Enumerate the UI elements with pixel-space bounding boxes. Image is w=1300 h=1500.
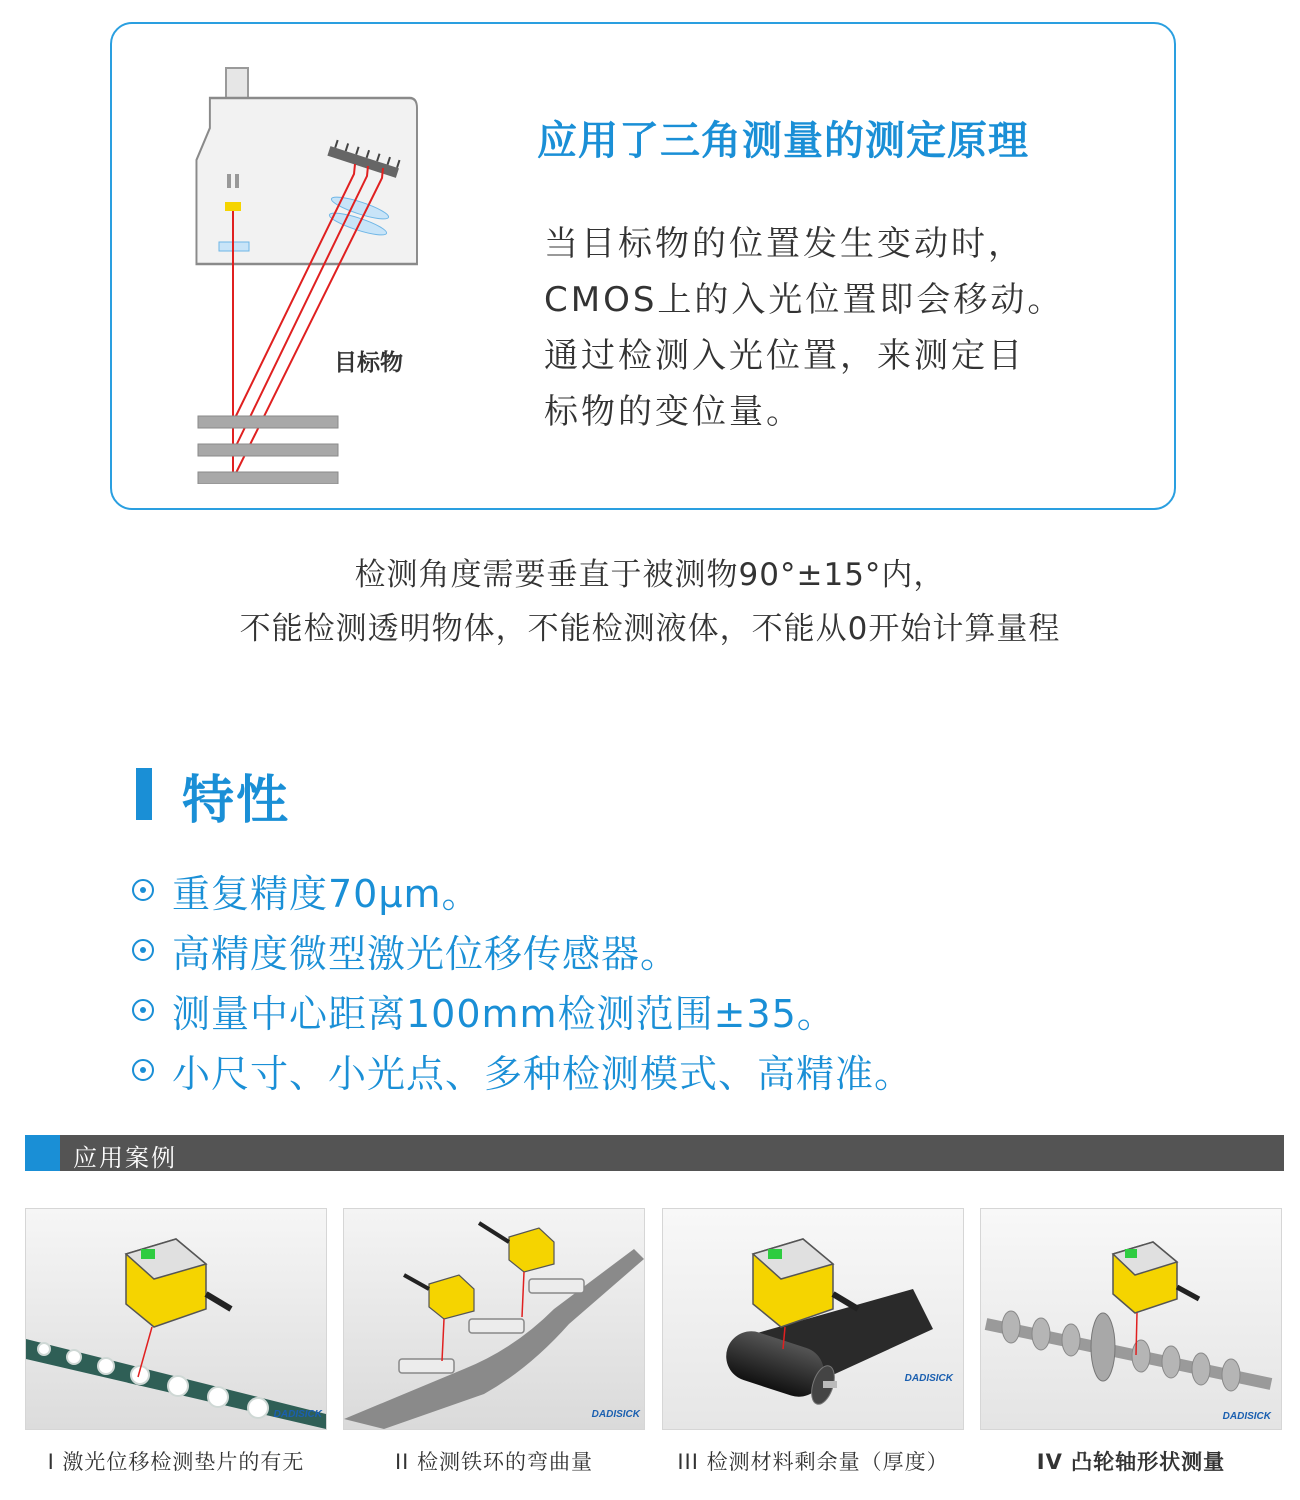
note-line: 不能检测透明物体，不能检测液体，不能从0开始计算量程	[239, 611, 1061, 647]
features-title: 特性	[182, 771, 291, 831]
principle-line: 当目标物的位置发生变动时，	[544, 224, 1025, 264]
applications-title: 应用案例	[73, 1144, 177, 1172]
applications-header	[25, 1135, 1284, 1171]
principle-line: 标物的变位量。	[544, 392, 803, 432]
circle-dot-bullet-icon	[132, 879, 154, 901]
circle-dot-bullet-icon	[132, 1059, 154, 1081]
case-caption: I 激光位移检测垫片的有无	[47, 1450, 305, 1474]
feature-text: 测量中心距离100mm检测范围±35。	[172, 991, 836, 1036]
case-image-gasket	[25, 1208, 327, 1430]
features-list	[132, 860, 913, 1100]
brand-logo: DADISICK	[273, 1409, 322, 1420]
principle-description	[544, 216, 1144, 440]
section-marker	[136, 768, 152, 820]
case-caption: III 检测材料剩余量（厚度）	[677, 1450, 949, 1474]
brand-logo: DADISICK	[591, 1409, 640, 1420]
target-object-label: 目标物	[334, 350, 403, 376]
principle-title: 应用了三角测量的测定原理	[537, 118, 1029, 164]
feature-text: 高精度微型激光位移传感器。	[172, 931, 680, 976]
feature-item	[132, 980, 913, 1040]
feature-text: 小尺寸、小光点、多种检测模式、高精准。	[172, 1051, 914, 1096]
principle-line: 通过检测入光位置，来测定目	[544, 336, 1025, 376]
circle-dot-bullet-icon	[132, 939, 154, 961]
case-image-material	[662, 1208, 964, 1430]
feature-item	[132, 1040, 913, 1100]
case-image-iron-ring	[343, 1208, 645, 1430]
principle-panel	[110, 22, 1176, 510]
feature-text: 重复精度70μm。	[172, 871, 481, 916]
principle-line: CMOS上的入光位置即会移动。	[544, 280, 1065, 320]
feature-item	[132, 860, 913, 920]
triangulation-diagram	[192, 64, 452, 484]
case-caption: IV 凸轮轴形状测量	[1036, 1450, 1226, 1474]
case-caption: II 检测铁环的弯曲量	[394, 1450, 594, 1474]
detection-notes	[0, 548, 1300, 656]
case-image-camshaft	[980, 1208, 1282, 1430]
note-line: 检测角度需要垂直于被测物90°±15°内，	[354, 557, 946, 593]
header-accent	[25, 1135, 60, 1171]
feature-item	[132, 920, 913, 980]
circle-dot-bullet-icon	[132, 999, 154, 1021]
brand-logo: DADISICK	[904, 1373, 953, 1384]
brand-logo: DADISICK	[1222, 1411, 1271, 1422]
